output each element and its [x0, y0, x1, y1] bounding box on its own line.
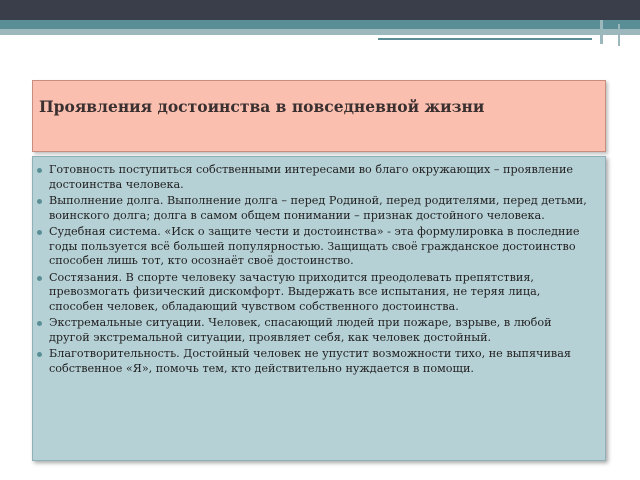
header-band-light [0, 29, 640, 35]
list-item-text: Выполнение долга. Выполнение долга – перед Родиной, перед родителями, перед детьми, воинского долга; долга в самом общем понимании – признак достойного человека. [49, 194, 587, 222]
decorative-line [618, 24, 620, 46]
title-box [32, 80, 606, 152]
list-item [35, 271, 595, 315]
list-item [35, 347, 595, 376]
bullet-icon [37, 352, 42, 357]
list-item-text: Состязания. В спорте человеку зачастую приходится преодолевать препятствия, превозмогать физический дискомфорт. Выдержать все испытания, не теряя лица, способен человек, обладающий чувством собственного достоинства. [49, 270, 541, 313]
bullet-list [35, 163, 595, 378]
bullet-icon [37, 230, 42, 235]
list-item-text: Экстремальные ситуации. Человек, спасающий людей при пожаре, взрыве, в любой другой экстремальной ситуации, проявляет себя, как человек достойный. [49, 316, 552, 344]
content-box [32, 156, 606, 461]
list-item-text: Судебная система. «Иск о защите чести и достоинства» - эта формулировка в последние годы пользуется всё большей популярностью. Защищать своё гражданское достоинство способен лишь тот, кто осознаёт своё достоинство. [49, 225, 580, 267]
bullet-icon [37, 168, 42, 173]
list-item [35, 225, 595, 269]
list-item [35, 163, 595, 192]
decorative-line [378, 38, 592, 40]
list-item-text: Благотворительность. Достойный человек не упустит возможности тихо, не выпячивая собственное «Я», помочь тем, кто действительно нуждается в помощи. [49, 347, 571, 375]
bullet-icon [37, 321, 42, 326]
list-item [35, 316, 595, 345]
decorative-line [600, 20, 603, 44]
slide-title: Проявления достоинства в повседневной жизни [39, 97, 485, 116]
bullet-icon [37, 199, 42, 204]
list-item-text: Готовность поступиться собственными интересами во благо окружающих – проявление достоинства человека. [49, 163, 574, 191]
bullet-icon [37, 276, 42, 281]
list-item [35, 194, 595, 223]
header-band-dark [0, 0, 640, 20]
header-band-teal [0, 20, 640, 29]
